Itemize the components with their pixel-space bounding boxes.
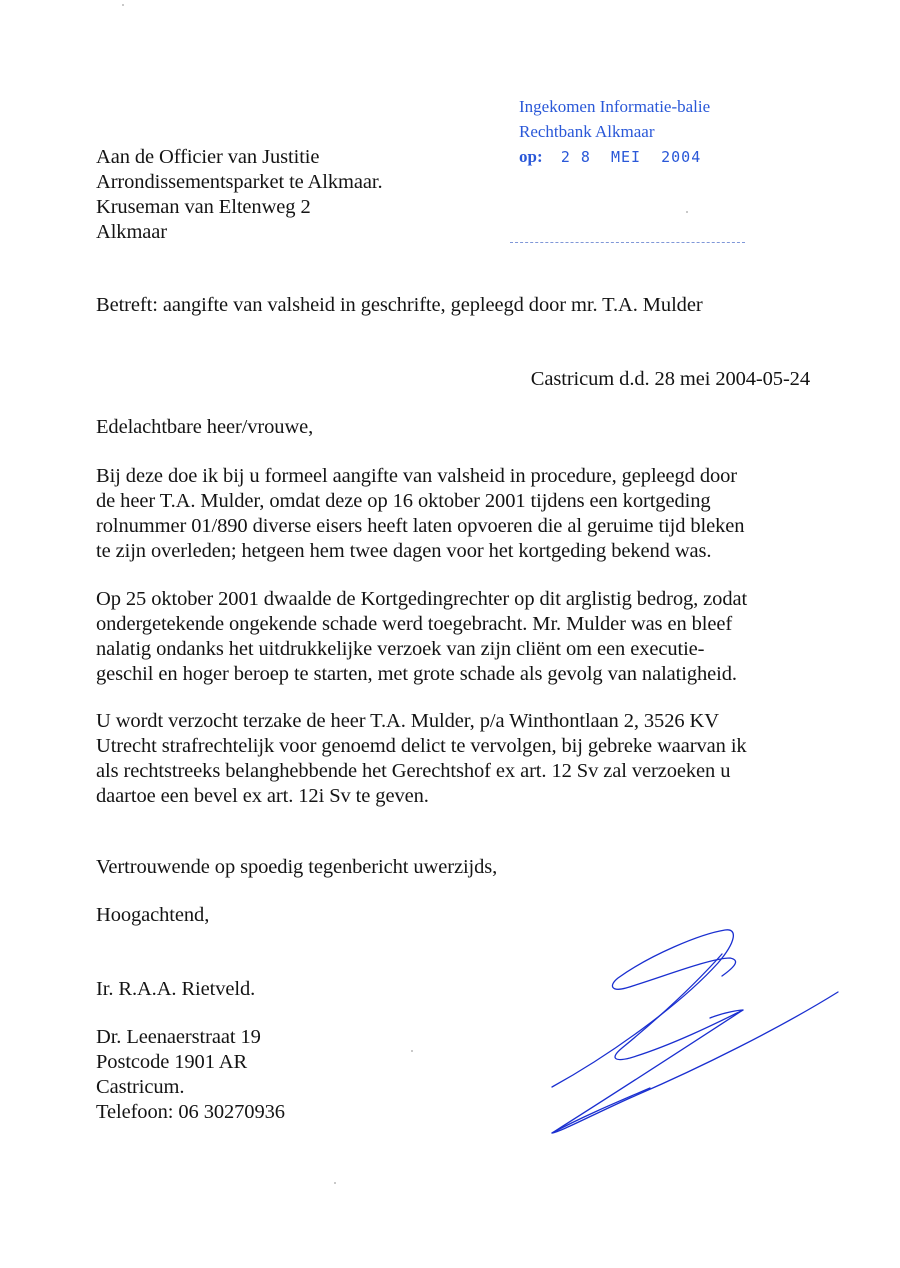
paragraph-line: de heer T.A. Mulder, omdat deze op 16 oktober 2001 tijdens een kortgeding <box>96 490 711 512</box>
signature-icon <box>540 920 850 1150</box>
scan-speck <box>686 211 688 213</box>
signer-name: Ir. R.A.A. Rietveld. <box>96 978 256 1000</box>
paragraph-line: Utrecht strafrechtelijk voor genoemd delict te vervolgen, bij gebreke waarvan ik <box>96 735 747 757</box>
paragraph-line: ondergetekende ongekende schade werd toegebracht. Mr. Mulder was en bleef <box>96 613 733 635</box>
stamp-date-month: MEI <box>611 148 642 166</box>
paragraph-line: te zijn overleden; hetgeen hem twee dagen voor het kortgeding bekend was. <box>96 540 712 562</box>
stamp-date-day: 2 8 <box>560 148 591 166</box>
place-date: Castricum d.d. 28 mei 2004-05-24 <box>530 368 810 390</box>
stamp-date-year: 2004 <box>661 148 702 166</box>
paragraph-line: Bij deze doe ik bij u formeel aangifte van valsheid in procedure, gepleegd door <box>96 465 738 487</box>
addressee-line: Kruseman van Eltenweg 2 <box>96 196 311 218</box>
addressee-line: Aan de Officier van Justitie <box>96 146 320 168</box>
salutation: Edelachtbare heer/vrouwe, <box>96 416 314 438</box>
stamp-op-label: op: <box>519 147 543 166</box>
address-line: Postcode 1901 AR <box>96 1051 248 1073</box>
addressee-block <box>96 145 382 245</box>
addressee-line: Arrondissementsparket te Alkmaar. <box>96 171 383 193</box>
received-stamp <box>519 94 711 170</box>
body-paragraph-2 <box>96 587 747 687</box>
closing-greeting: Hoogachtend, <box>96 904 210 926</box>
subject-line: Betreft: aangifte van valsheid in geschrifte, gepleegd door mr. T.A. Mulder <box>96 294 703 316</box>
addressee-line: Alkmaar <box>96 221 168 243</box>
stamp-date-row <box>519 144 711 170</box>
body-paragraph-3 <box>96 709 747 809</box>
paragraph-line: als rechtstreeks belanghebbende het Gerechtshof ex art. 12 Sv zal verzoeken u <box>96 760 731 782</box>
address-line: Dr. Leenaerstraat 19 <box>96 1026 261 1048</box>
stamp-date <box>561 148 711 166</box>
scan-speck <box>411 1050 413 1052</box>
closing-line: Vertrouwende op spoedig tegenbericht uwerzijds, <box>96 856 498 878</box>
address-line: Telefoon: 06 30270936 <box>96 1101 285 1123</box>
body-paragraph-1 <box>96 464 744 564</box>
scan-speck <box>334 1182 336 1184</box>
paragraph-line: daartoe een bevel ex art. 12i Sv te geven. <box>96 785 429 807</box>
scan-speck <box>122 4 124 6</box>
signer-address <box>96 1025 285 1125</box>
address-line: Castricum. <box>96 1076 185 1098</box>
paragraph-line: geschil en hoger beroep te starten, met grote schade als gevolg van nalatigheid. <box>96 663 737 685</box>
paragraph-line: rolnummer 01/890 diverse eisers heeft laten opvoeren die al geruime tijd bleken <box>96 515 745 537</box>
stamp-signature-line <box>510 242 745 243</box>
stamp-line-2: Rechtbank Alkmaar <box>519 122 655 141</box>
paragraph-line: Op 25 oktober 2001 dwaalde de Kortgedingrechter op dit arglistig bedrog, zodat <box>96 588 748 610</box>
stamp-line-1: Ingekomen Informatie-balie <box>519 97 711 116</box>
paragraph-line: U wordt verzocht terzake de heer T.A. Mulder, p/a Winthontlaan 2, 3526 KV <box>96 710 719 732</box>
paragraph-line: nalatig ondanks het uitdrukkelijke verzoek van zijn cliënt om een executie- <box>96 638 705 660</box>
